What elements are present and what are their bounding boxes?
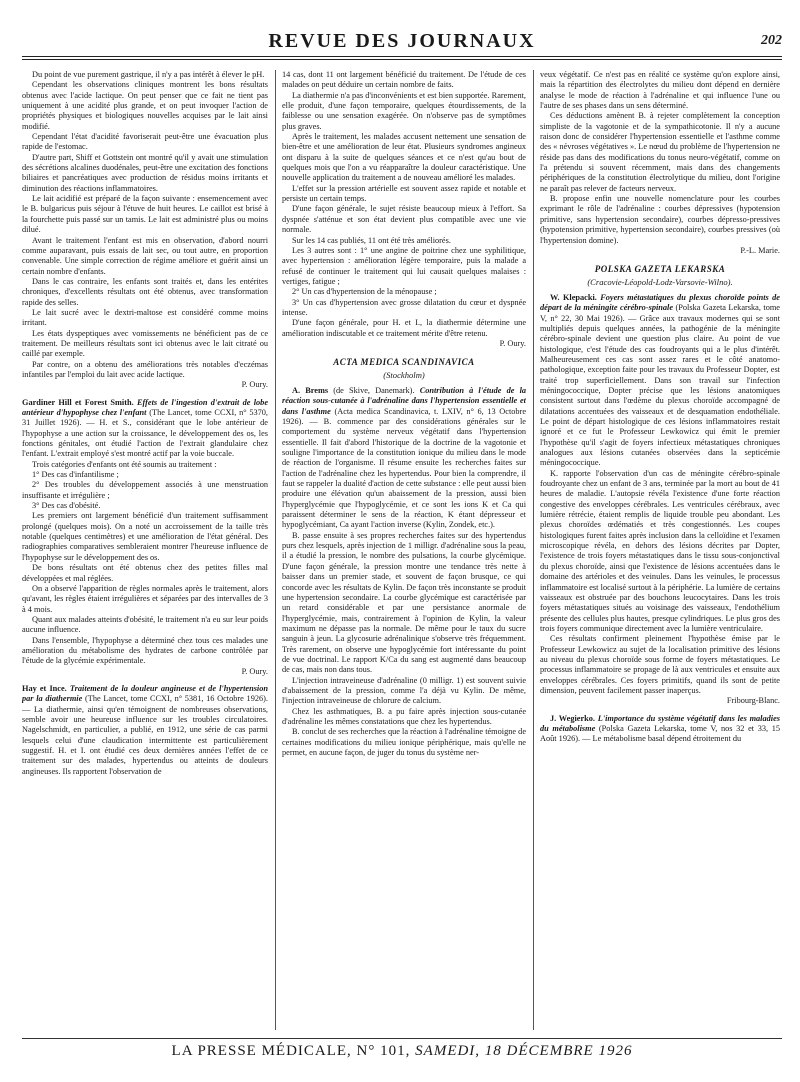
paragraph: L'injection intraveineuse d'adrénaline (0 milligr. 1) est souvent suivie d'abaissement de la pression, comme l'a déjà vu Kylin. De même, l'injection intraveineuse de chlorure de calcium. [282, 675, 526, 706]
article-heading [540, 714, 780, 745]
paragraph: Ces résultats confirment pleinement l'hypothèse émise par le Professeur Lewkowicz au sujet de la localisation primitive des lésions au niveau du plexus choroïde sous forme de foyers métastatiques. Le processus inflammatoire se propage de là aux ventricules et ensuite aux enveloppes cérébrales. Ces foyers primitifs, quand ils sont de petite dimension, peuvent facilement passer inaperçus. [540, 634, 780, 695]
paragraph: B. conclut de ses recherches que la réaction à l'adrénaline témoigne de certaines modifications du milieu ionique périphérique, mais qu'elle ne permet, en aucune façon, de juger du tonus du système ner- [282, 727, 526, 757]
article-title: Effets de l'ingestion d'extrait de lobe antérieur d'hypophyse chez l'enfant [22, 397, 268, 417]
paragraph: 14 cas, dont 11 ont largement bénéficié du traitement. De l'étude de ces malades on peut déduire un certain nombre de faits. [282, 70, 526, 90]
paragraph: veux végétatif. Ce n'est pas en réalité ce système qu'on explore ainsi, mais la répartition des électrolytes du milieu dont dépend en dernière analyse le mode de réaction à l'adrénaline et qui influence l'une ou l'autre de ses phases dans un sens déterminé. [540, 70, 780, 111]
article-author: A. Brems [292, 385, 329, 395]
paragraph: B. propose enfin une nouvelle nomenclature pour les courbes exprimant le rôle de l'adrénaline : courbes dépressives (hypotension primitive, sans hypertension secondaire), courbes dépresso-pressives (hypotension primitive, hypertension secondaire), courbes pressives (où l'hypertension domine). [540, 194, 780, 245]
paragraph: Par contre, on a obtenu des améliorations très notables d'eczémas infantiles par l'emploi du lait avec acide lactique. [22, 359, 268, 379]
journal-city: (Cracovie-Léopold-Lodz-Varsovie-Wilno). [587, 276, 733, 287]
paragraph: Quant aux malades atteints d'obésité, le traitement n'a eu sur leur poids aucune influence. [22, 614, 268, 635]
paragraph: Sur les 14 cas publiés, 11 ont été très améliorés. [292, 235, 451, 245]
article-reference: (Polska Gazeta Lekarska, tome V, nos 32 et 33, 15 Août 1926). — Le métabolisme basal dépend étroitement du [540, 723, 780, 744]
footer-date: SAMEDI, 18 DÉCEMBRE 1926 [415, 1043, 633, 1059]
paragraph: 3° Un cas d'hypertension avec grosse dilatation du cœur et dyspnée intense. [282, 297, 526, 317]
article-heading [282, 386, 526, 531]
paragraph: La diathermie n'a pas d'inconvénients et est bien supportée. Rarement, elle produit, d'une façon temporaire, quelques étourdissements, de la faiblesse ou une sensation exagérée. On n'observe pas de symptômes plus graves. [282, 90, 526, 131]
article-heading [540, 293, 780, 469]
page-footer [22, 1043, 782, 1060]
column-2 [282, 70, 526, 1030]
author-signature: P. Oury. [499, 338, 526, 348]
paragraph: 2° Un cas d'hypertension de la ménopause ; [292, 287, 437, 297]
journal-heading: POLSKA GAZETA LEKARSKA [594, 264, 726, 275]
author-signature: P. Oury. [241, 666, 268, 676]
column-1 [22, 70, 268, 1030]
article-author: W. Klepacki. [550, 292, 597, 302]
paragraph: Dans le cas contraire, les enfants sont traités et, dans les entérites chroniques, d'excellents résultats ont été obtenus, avec transformation rapide des selles. [22, 276, 268, 307]
article-title: Foyers métastatiques du plexus choroïde points de départ de la méningite cérébro-spinale [540, 292, 780, 313]
journal-heading: ACTA MEDICA SCANDINAVICA [333, 357, 475, 368]
paragraph: L'effet sur la pression artérielle est souvent assez rapide et notable et persiste un certain temps. [282, 183, 526, 204]
article-reference: (Acta medica Scandinavica, t. LXIV, n° 6, 13 Octobre 1926). — B. commence par des considérations générales sur le comportement du système nerveux végétatif dans l'hypertension essentielle. Il fait d'abord l'historique de la doctrine de la vagotonie et souligne l'importance de la constitution ionique du milieu dans le mode de réaction de l'organisme. Il résume ensuite les recherches faites sur l'action de l'adrénaline chez les hypertendus. Pour bien la comprendre, il faut se rappeler la dualité d'action de cette substance : elle peut aussi bien produire une élévation qu'un abaissement de la pression, aussi bien l'hyperglycémie que l'hypoglycémie, et ce sont les ions K et Ca qui paraissent déterminer le sens de la réaction, K étant dépresseur et hypoglycémiant, Ca ayant l'action inverse (Kylin, Zondek, etc.). [282, 406, 526, 530]
paragraph: Avant le traitement l'enfant est mis en observation, d'abord nourri comme auparavant, puis essais de lait sec, ou tout autre, en proportion convenable. Une simple correction de régime améliore et guérit ainsi un certain nombre d'enfants. [22, 235, 268, 276]
paragraph: Le lait acidifié est préparé de la façon suivante : ensemencement avec le B. bulgaricus puis séjour à l'étuve de huit heures. Le caillot est brisé à la fourchette puis passé sur un tamis. Le lait est administré plus ou moins dilué. [22, 194, 268, 235]
paragraph: Après le traitement, les malades accusent nettement une sensation de bien-être et une amélioration de leur état. Plusieurs syndromes angineux ont disparu à la suite de quelques séances et ce n'est qu'au bout de quelques mois que l'on a vu réapparaître la douleur caractéristique. Une nouvelle application du traitement a de nouveau amélioré les malades. [282, 132, 526, 183]
paragraph: On a observé l'apparition de règles normales après le traitement, alors qu'avant, les règles étaient irrégulières et séparées par des intervalles de 3 à 4 mois. [22, 583, 268, 614]
article-author: J. Wegierko. [550, 713, 595, 723]
paragraph: Trois catégories d'enfants ont été soumis au traitement : [32, 459, 217, 469]
footer-journal: LA PRESSE MÉDICALE, N° 101, [171, 1043, 411, 1059]
paragraph: B. passe ensuite à ses propres recherches faites sur des hypertendus purs chez lesquels, après injection de 1 milligr. d'adrénaline sous la peau, il a étudié la pression, le nombre des pulsations, la courbe glycémique. D'une façon générale, la pression montre une tendance très nette à baisser dans un premier stade, et souvent de façon brusque, ce qui concorde avec les résultats de Kylin. De façon très inconstante se produit une hypertension secondaire. La courbe glycémique est caractérisée par un retard considérable et par une persistance anormale de l'hyperglycémie, mais, contrairement à l'opinion de Kylin, la valeur maximum ne dépasse pas la normale. De même pour le taux du sucre sanguin à jeun. La glycosurie adrénalinique s'observe très fréquemment. Très rarement, on observe une hypoglycémie fort intéressante du point de vue doctrinal. Le rapport K/Ca du sang est augmenté dans beaucoup de cas, mais non dans tous. [282, 530, 526, 675]
author-signature: P. Oury. [241, 380, 268, 390]
header-rule [22, 56, 782, 60]
column-3 [540, 70, 780, 1030]
article-heading [22, 398, 268, 460]
author-affiliation: (de Skive, Danemark). [333, 385, 415, 395]
paragraph: Dans l'ensemble, l'hypophyse a déterminé chez tous ces malades une amélioration du métabolisme des hydrates de carbone contrôlée par l'étude de la glycémie expérimentale. [22, 635, 268, 666]
article-title: Traitement de la douleur angineuse et de l'hypertension par la diathermie [22, 683, 268, 704]
paragraph: D'une façon générale, le sujet résiste beaucoup mieux à l'effort. Sa dyspnée s'atténue et son état devient plus compatible avec une vie normale. [282, 204, 526, 235]
page-number: 202 [761, 33, 782, 48]
paragraph: Cependant l'état d'acidité favoriserait peut-être une évacuation plus rapide de l'estomac. [22, 132, 268, 152]
page-header [22, 30, 782, 56]
article-author: Hay et Ince. [22, 683, 67, 693]
paragraph: D'autre part, Shiff et Gottstein ont montré qu'il y avait une stimulation des sécrétions alcalines duodénales, peut-être une excitation des fonctions biliaires et pancréatiques avec production de résidus moins irritants et diminution des réactions inflammatoires. [22, 152, 268, 193]
article-reference: (The Lancet, tome CCXI, n° 5370, 31 Juillet 1926). — H. et S., considérant que le lobe antérieur de l'hypophyse a une action sur la croissance, le développement des os, les fonctions génitales, ont étudié l'action de l'extrait glandulaire chez l'enfant. L'extrait employé s'est montré actif par la voie buccale. [22, 408, 268, 459]
article-heading [22, 684, 268, 777]
column-divider [275, 70, 276, 1030]
list-item: 3° Des cas d'obésité. [32, 501, 101, 511]
paragraph: Ces déductions amènent B. à rejeter complètement la conception simpliste de la vagotonie et de la sympathicotonie. Il n'y a aucune raison donc de considérer l'hypertension essentielle et l'asthme comme des « névroses végétatives ». Le nœud du problème de l'hypertension ne réside pas dans des modifications du tonus neuro-végétatif, comme on l'a prétendu si souvent récemment, mais dans des changements périphériques de la constitution électrolytique du milieu, dont l'origine ne paraît pas relever de facteurs nerveux. [540, 111, 780, 193]
list-item: 2° Des troubles du développement associés à une menstruation insuffisante et irrégulière ; [22, 480, 268, 500]
article-reference: (Polska Gazeta Lekarska, tome V, n° 22, 30 Mai 1926). — Grâce aux travaux modernes qui se sont multipliés depuis quelques années, la pathogénie de la méningite cérébro-spinale devient une question plus claire. Au point de vue histologique, c'est l'étude des cas foudroyants qui a le plus d'intérêt. Malheureusement ces cas sont assez rares et le côté anatomo-pathologique, exception faite pour les travaux du Professeur Dopter, est traité trop superficiellement. Dans son travail sur l'infection méningococcique, Dopter précise que les lésions anatomiques consistent surtout dans l'œdème du plexus choroïde accompagné de dilatations accentuées des vaisseaux et de desquamation endothéliale. Le point de départ histologique de ces lésions inflammatoires restait ignoré et ce fut le Professeur Lewkowicz qui émit le premier l'hypothèse qu'il s'agit de foyers infectieux métastatiques chroniques analogues aux lésions cutanées observées dans la septicémie méningococcique. [540, 303, 780, 468]
article-title: L'importance du système végétatif dans les maladies du métabolisme [540, 713, 780, 733]
list-item: 1° Des cas d'infantilisme ; [32, 470, 119, 480]
column-divider [533, 70, 534, 1030]
paragraph: De bons résultats ont été obtenus chez des petites filles mal développées et mal réglées. [22, 563, 268, 583]
running-title: REVUE DES JOURNAUX [268, 30, 536, 52]
footer-rule [22, 1038, 782, 1039]
journal-city: (Stockholm) [383, 369, 425, 380]
paragraph: Du point de vue purement gastrique, il n'y a pas intérêt à élever le pH. [32, 70, 265, 79]
paragraph: Les premiers ont largement bénéficié d'un traitement suffisamment prolongé (quelques mois). On a noté un accroissement de la taille très notable (quelques centimètres) et une amélioration de l'état général. Des radiographies comparatives sembleraient montrer l'heureuse influence de l'hypophyse sur le développement des os. [22, 511, 268, 562]
article-reference: (The Lancet, tome CCXI, n° 5381, 16 Octobre 1926). — La diathermie, ainsi qu'en témoignent de nombreuses observations, semble avoir une heureuse influence sur les troubles circulatoires. Nagelschmidt, en particulier, a publié, en 1912, une série de cas parmi lesquels celui d'une claudication intermittente est particulièrement suggestif. H. et I. ont étudié ces deux dernières années l'effet de ce traitement sur des malades, hypertendus ou atteints de douleurs angineuses. Ils rapportent l'observation de [22, 694, 268, 776]
paragraph: Les états dyspeptiques avec vomissements ne bénéficient pas de ce traitement. De meilleurs résultats sont ici obtenus avec le lait citraté ou caillé par exemple. [22, 328, 268, 359]
paragraph: Cependant les observations cliniques montrent les bons résultats obtenus avec l'acide lactique. On peut penser que ce fait ne tient pas uniquement à une acidité plus grande, et on peut invoquer l'action de propriétés physiques et biologiques nouvelles acquises par le lait ainsi modifié. [22, 80, 268, 131]
article-title: Contribution à l'étude de la réaction sous-cutanée à l'adrénaline dans l'hypertension essentielle et dans l'asthme [282, 385, 526, 416]
article-author: Gardiner Hill et Forest Smith. [22, 397, 134, 407]
paragraph: Chez les asthmatiques, B. a pu faire après injection sous-cutanée d'adrénaline les mêmes constatations que chez les hypertendus. [282, 706, 526, 726]
author-signature: P.-L. Marie. [740, 245, 780, 255]
paragraph: K. rapporte l'observation d'un cas de méningite cérébro-spinale foudroyante chez un enfant de 3 ans, terminée par la mort au bout de 41 heures de maladie. L'autopsie révéla l'existence d'une forte réaction congestive des enveloppes cérébrales. Les ventricules cérébraux, avec lumière rétrécie, étaient remplis de liquide trouble peu abondant. Les plexus choroïdes œdématiés et très congestionnés. Les coupes histologiques furent faites après inclusion dans la celloïdine et l'examen microscopique révéla, en dehors des lésions décrites par Dopter, l'existence de trois foyers métastatiques dans le tissu sous-conjonctival du plexus choroïde, ainsi que l'existence de lésions accentuées dans le domaine des artérioles et des veinules. Dans les veinules, le processus inflammatoire est localisé surtout à la périphérie. La lumière de certains vaisseaux est obstruée par des bouchons leucocytaires. Dans les trois foyers métastatiques situés au voisinage des vaisseaux, l'endothélium présente des cellules plus hautes, presque cylindriques. Le plus gros des trois foyers communique directement avec la lumière ventriculaire. [540, 468, 780, 633]
paragraph: Les 3 autres sont : 1° une angine de poitrine chez une syphilitique, avec hypertension : amélioration légère temporaire, puis la malade a refusé de continuer le traitement qui lui causait quelques malaises : vertiges, fatigue ; [282, 245, 526, 286]
paragraph: D'une façon générale, pour H. et I., la diathermie détermine une amélioration indiscutable et ce traitement mérite d'être retenu. [282, 318, 526, 338]
paragraph: Le lait sucré avec le dextri-maltose est considéré comme moins irritant. [22, 307, 268, 328]
author-signature: Fribourg-Blanc. [726, 696, 780, 706]
